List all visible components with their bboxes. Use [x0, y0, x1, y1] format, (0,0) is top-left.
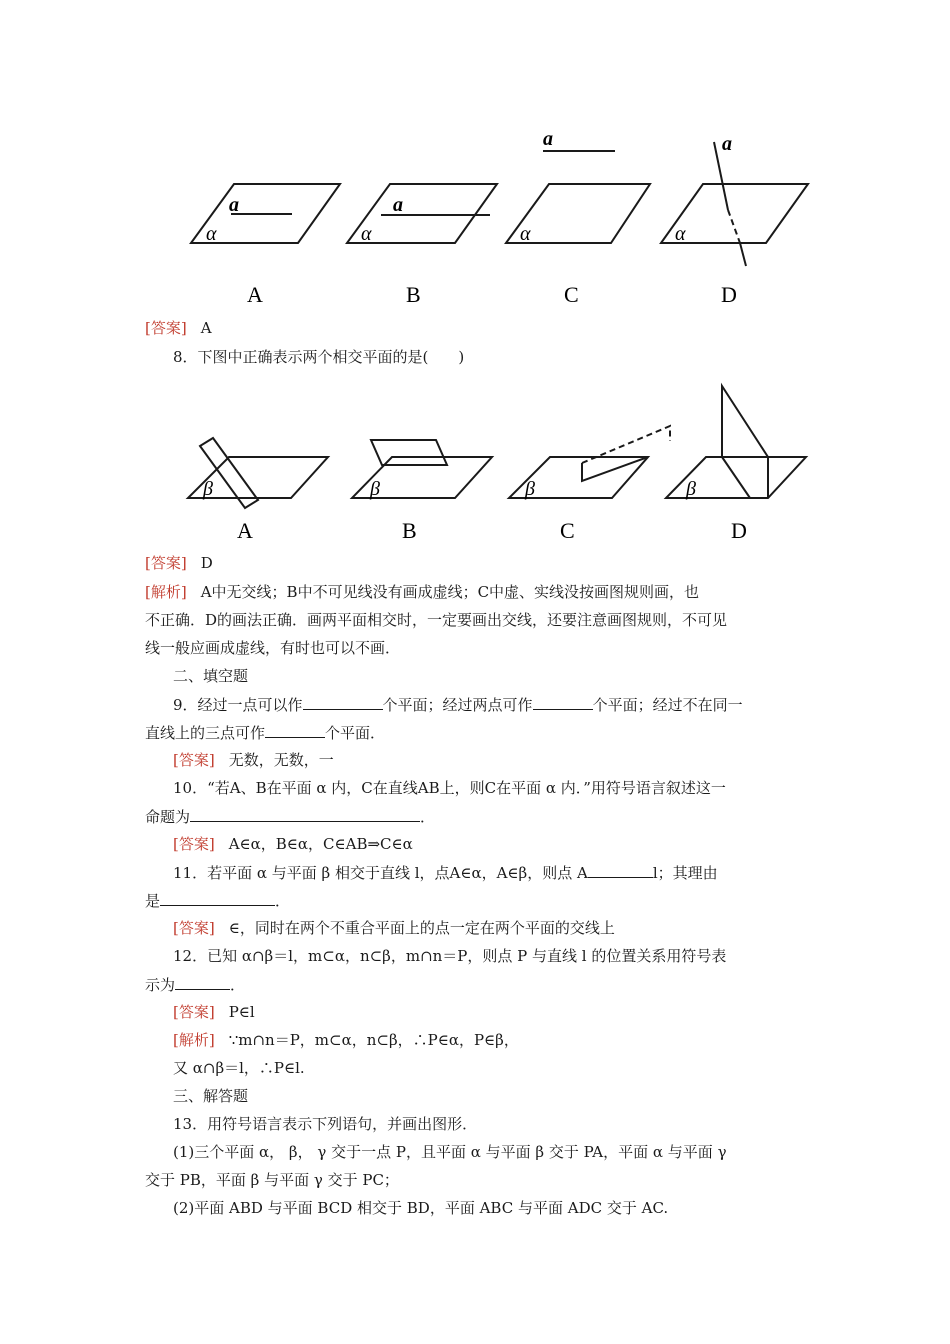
analysis-12-line2: 又 α∩β＝l，∴P∈l. [173, 1059, 305, 1077]
question-13-part1-line2: 交于 PB，平面 β 与平面 γ 交于 PC； [145, 1171, 399, 1189]
label-a-C: a [543, 128, 553, 150]
question-11-line2: 是 ． [145, 892, 291, 910]
figure-intersecting-planes [0, 0, 950, 560]
label-beta-C: β [525, 478, 535, 500]
option-C: C [564, 282, 579, 307]
question-13-stem: 13．用符号语言表示下列语句，并画出图形． [173, 1115, 478, 1133]
answer-9: [答案] 无数，无数，一 [173, 751, 334, 769]
section-fill-blank: 二、填空题 [173, 667, 249, 685]
answer-tag: [答案] [145, 319, 187, 337]
label-a-D: a [722, 133, 732, 155]
question-12-line2: 示为 ． [145, 976, 246, 994]
analysis-8-line3: 线一般应画成虚线，有时也可以不画． [145, 639, 401, 657]
question-9-line1: 9．经过一点可以作 个平面；经过两点可作 个平面；经过不在同一 [173, 696, 743, 714]
option8-A: A [237, 518, 253, 543]
question-11-line1: 11．若平面 α 与平面 β 相交于直线 l，点A∈α，A∈β，则点 A l；其理由 [173, 864, 718, 882]
label-alpha-A: α [206, 223, 217, 245]
vertical-8d [722, 386, 768, 498]
question-13-part1-line1: (1)三个平面 α， β， γ 交于一点 P，且平面 α 与平面 β 交于 PA，平面 α 与平面 γ [173, 1143, 727, 1161]
answer-10: [答案] A∈α，B∈α，C∈AB⇒C∈α [173, 835, 413, 853]
label-alpha-D: α [675, 223, 686, 245]
answer-8: [答案] D [145, 554, 213, 572]
edge-8d-front [722, 457, 750, 498]
label-beta-B: β [370, 478, 380, 500]
question-10-line2: 命题为 ． [145, 808, 436, 826]
answer-11: [答案] ∈，同时在两个不重合平面上的点一定在两个平面的交线上 [173, 919, 615, 937]
option-D: D [721, 282, 737, 307]
analysis-12-line1: [解析] ∵m∩n＝P，m⊂α，n⊂β，∴P∈α，P∈β， [173, 1031, 519, 1049]
analysis-8-line1: [解析] A中无交线；B中不可见线没有画成虚线；C中虚、实线没按画图规则画，也 [145, 583, 700, 601]
question-8: 8．下图中正确表示两个相交平面的是( ) [173, 348, 465, 366]
option8-C: C [560, 518, 575, 543]
option-B: B [406, 282, 421, 307]
label-beta-D: β [686, 478, 696, 500]
question-12-line1: 12．已知 α∩β＝l，m⊂α，n⊂β，m∩n＝P，则点 P 与直线 l 的位置关系用符号表 [173, 947, 727, 965]
label-a-B: a [393, 194, 403, 216]
analysis-8-line2: 不正确．D的画法正确．画两平面相交时，一定要画出交线，还要注意画图规则，不可见 [145, 611, 728, 629]
label-alpha-B: α [361, 223, 372, 245]
question-13-part2: (2)平面 ABD 与平面 BCD 相交于 BD，平面 ABC 与平面 ADC 交于 AC. [173, 1199, 669, 1217]
label-beta-A: β [203, 478, 213, 500]
section-solve: 三、解答题 [173, 1087, 249, 1105]
option8-D: D [731, 518, 747, 543]
answer-7: [答案] A [145, 319, 212, 337]
question-9-line2: 直线上的三点可作 个平面． [145, 724, 386, 742]
option8-B: B [402, 518, 417, 543]
question-10-line1: 10．“若A、B在平面 α 内，C在直线AB上，则C在平面 α 内．”用符号语言叙述这一 [173, 779, 726, 797]
label-alpha-C: α [520, 223, 531, 245]
answer-12: [答案] P∈l [173, 1003, 255, 1021]
slab-8b [371, 440, 447, 465]
option-A: A [247, 282, 263, 307]
label-a-A: a [229, 194, 239, 216]
